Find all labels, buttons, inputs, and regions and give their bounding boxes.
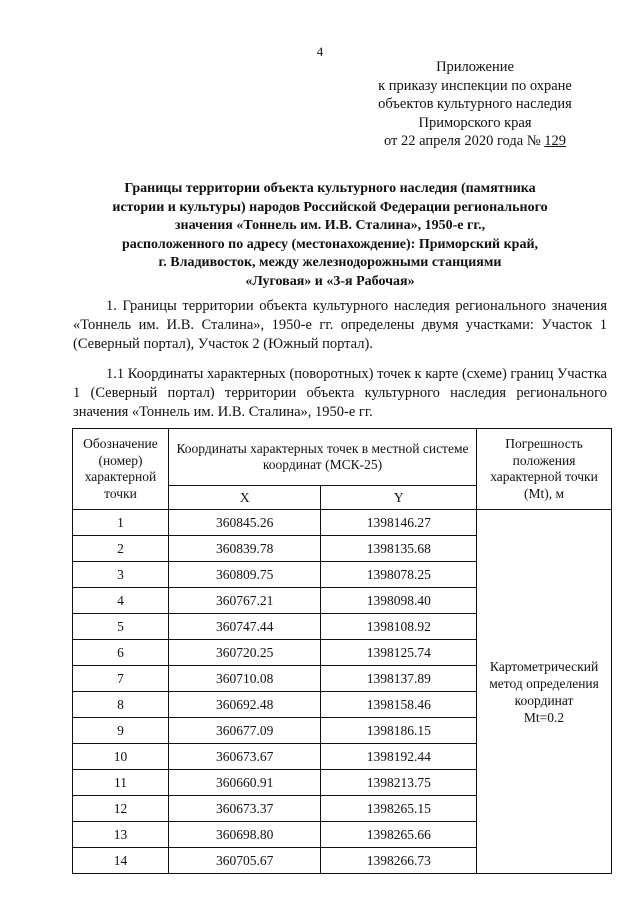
x-value: 360747.44 [168, 614, 321, 640]
y-value: 1398213.75 [321, 770, 477, 796]
point-number: 14 [73, 848, 169, 874]
method-line: Mt=0.2 [523, 709, 565, 725]
y-value: 1398266.73 [321, 848, 477, 874]
x-value: 360698.80 [168, 822, 321, 848]
point-number: 1 [73, 510, 169, 536]
point-number: 10 [73, 744, 169, 770]
x-value: 360673.67 [168, 744, 321, 770]
x-value: 360845.26 [168, 510, 321, 536]
x-value: 360710.08 [168, 666, 321, 692]
point-number: 5 [73, 614, 169, 640]
title-line: г. Владивосток, между железнодорожными станциями [158, 255, 502, 270]
point-number: 3 [73, 562, 169, 588]
appendix-line: объектов культурного наследия [378, 96, 572, 112]
paragraph-2-text: 1.1 Координаты характерных (поворотных) точек к карте (схеме) границ Участка 1 (Северный портал) территории объекта культурного наследия регионального значения «Тоннель им. И.В. Сталина», 1950-е гг. [73, 366, 607, 420]
method-line: Картометрический [489, 658, 599, 674]
method-line: координат [514, 692, 574, 708]
appendix-line: Приморского края [418, 114, 532, 131]
title-line: «Луговая» и «3-я Рабочая» [245, 273, 415, 289]
y-value: 1398192.44 [321, 744, 477, 770]
y-value: 1398108.92 [321, 614, 477, 640]
page-number: 4 [316, 44, 324, 59]
header-coords: Координаты характерных точек в местной системе координат (МСК-25) [168, 429, 476, 486]
y-value: 1398078.25 [321, 562, 477, 588]
y-value: 1398098.40 [321, 588, 477, 614]
header-y: Y [321, 486, 477, 510]
point-number: 12 [73, 796, 169, 822]
appendix-line: Приложение [436, 59, 514, 75]
appendix-date: от 22 апреля 2020 года № [383, 133, 541, 149]
paragraph-2 [73, 365, 607, 422]
appendix-block [340, 58, 610, 151]
header-x: X [168, 486, 321, 510]
y-value: 1398265.66 [321, 822, 477, 848]
method-line: метод определения [489, 675, 599, 691]
title-line: Границы территории объекта культурного наследия (памятника [124, 181, 536, 196]
x-value: 360705.67 [168, 848, 321, 874]
point-number: 6 [73, 640, 169, 666]
paragraph-1-text: 1. Границы территории объекта культурного наследия регионального значения «Тоннель им. И.В. Сталина», 1950-е гг. определены двумя участками: Участок 1 (Северный портал), Участок 2 (Южный портал). [73, 298, 607, 352]
point-number: 7 [73, 666, 169, 692]
header-point: Обозначение (номер) характерной точки [73, 429, 169, 510]
document-title [80, 180, 580, 291]
y-value: 1398137.89 [321, 666, 477, 692]
coordinates-table [72, 428, 612, 874]
point-number: 9 [73, 718, 169, 744]
x-value: 360809.75 [168, 562, 321, 588]
y-value: 1398265.15 [321, 796, 477, 822]
x-value: 360673.37 [168, 796, 321, 822]
point-number: 4 [73, 588, 169, 614]
x-value: 360692.48 [168, 692, 321, 718]
point-number: 2 [73, 536, 169, 562]
y-value: 1398186.15 [321, 718, 477, 744]
y-value: 1398135.68 [321, 536, 477, 562]
table-row [73, 510, 612, 536]
x-value: 360660.91 [168, 770, 321, 796]
title-line: истории и культуры) народов Российской Федерации регионального [112, 199, 548, 215]
point-number: 11 [73, 770, 169, 796]
accuracy-method [477, 510, 612, 874]
y-value: 1398146.27 [321, 510, 477, 536]
header-accuracy: Погрешность положения характерной точки (Mt), м [477, 429, 612, 510]
y-value: 1398125.74 [321, 640, 477, 666]
y-value: 1398158.46 [321, 692, 477, 718]
x-value: 360720.25 [168, 640, 321, 666]
title-line: значения «Тоннель им. И.В. Сталина», 1950-е гг., [174, 218, 486, 233]
x-value: 360767.21 [168, 588, 321, 614]
appendix-line: к приказу инспекции по охране [378, 77, 572, 94]
x-value: 360677.09 [168, 718, 321, 744]
title-line: расположенного по адресу (местонахождение): Приморский край, [121, 236, 539, 252]
x-value: 360839.78 [168, 536, 321, 562]
order-number: 129 [544, 133, 567, 149]
appendix-date-line [340, 132, 610, 151]
paragraph-1 [73, 297, 607, 354]
point-number: 13 [73, 822, 169, 848]
point-number: 8 [73, 692, 169, 718]
